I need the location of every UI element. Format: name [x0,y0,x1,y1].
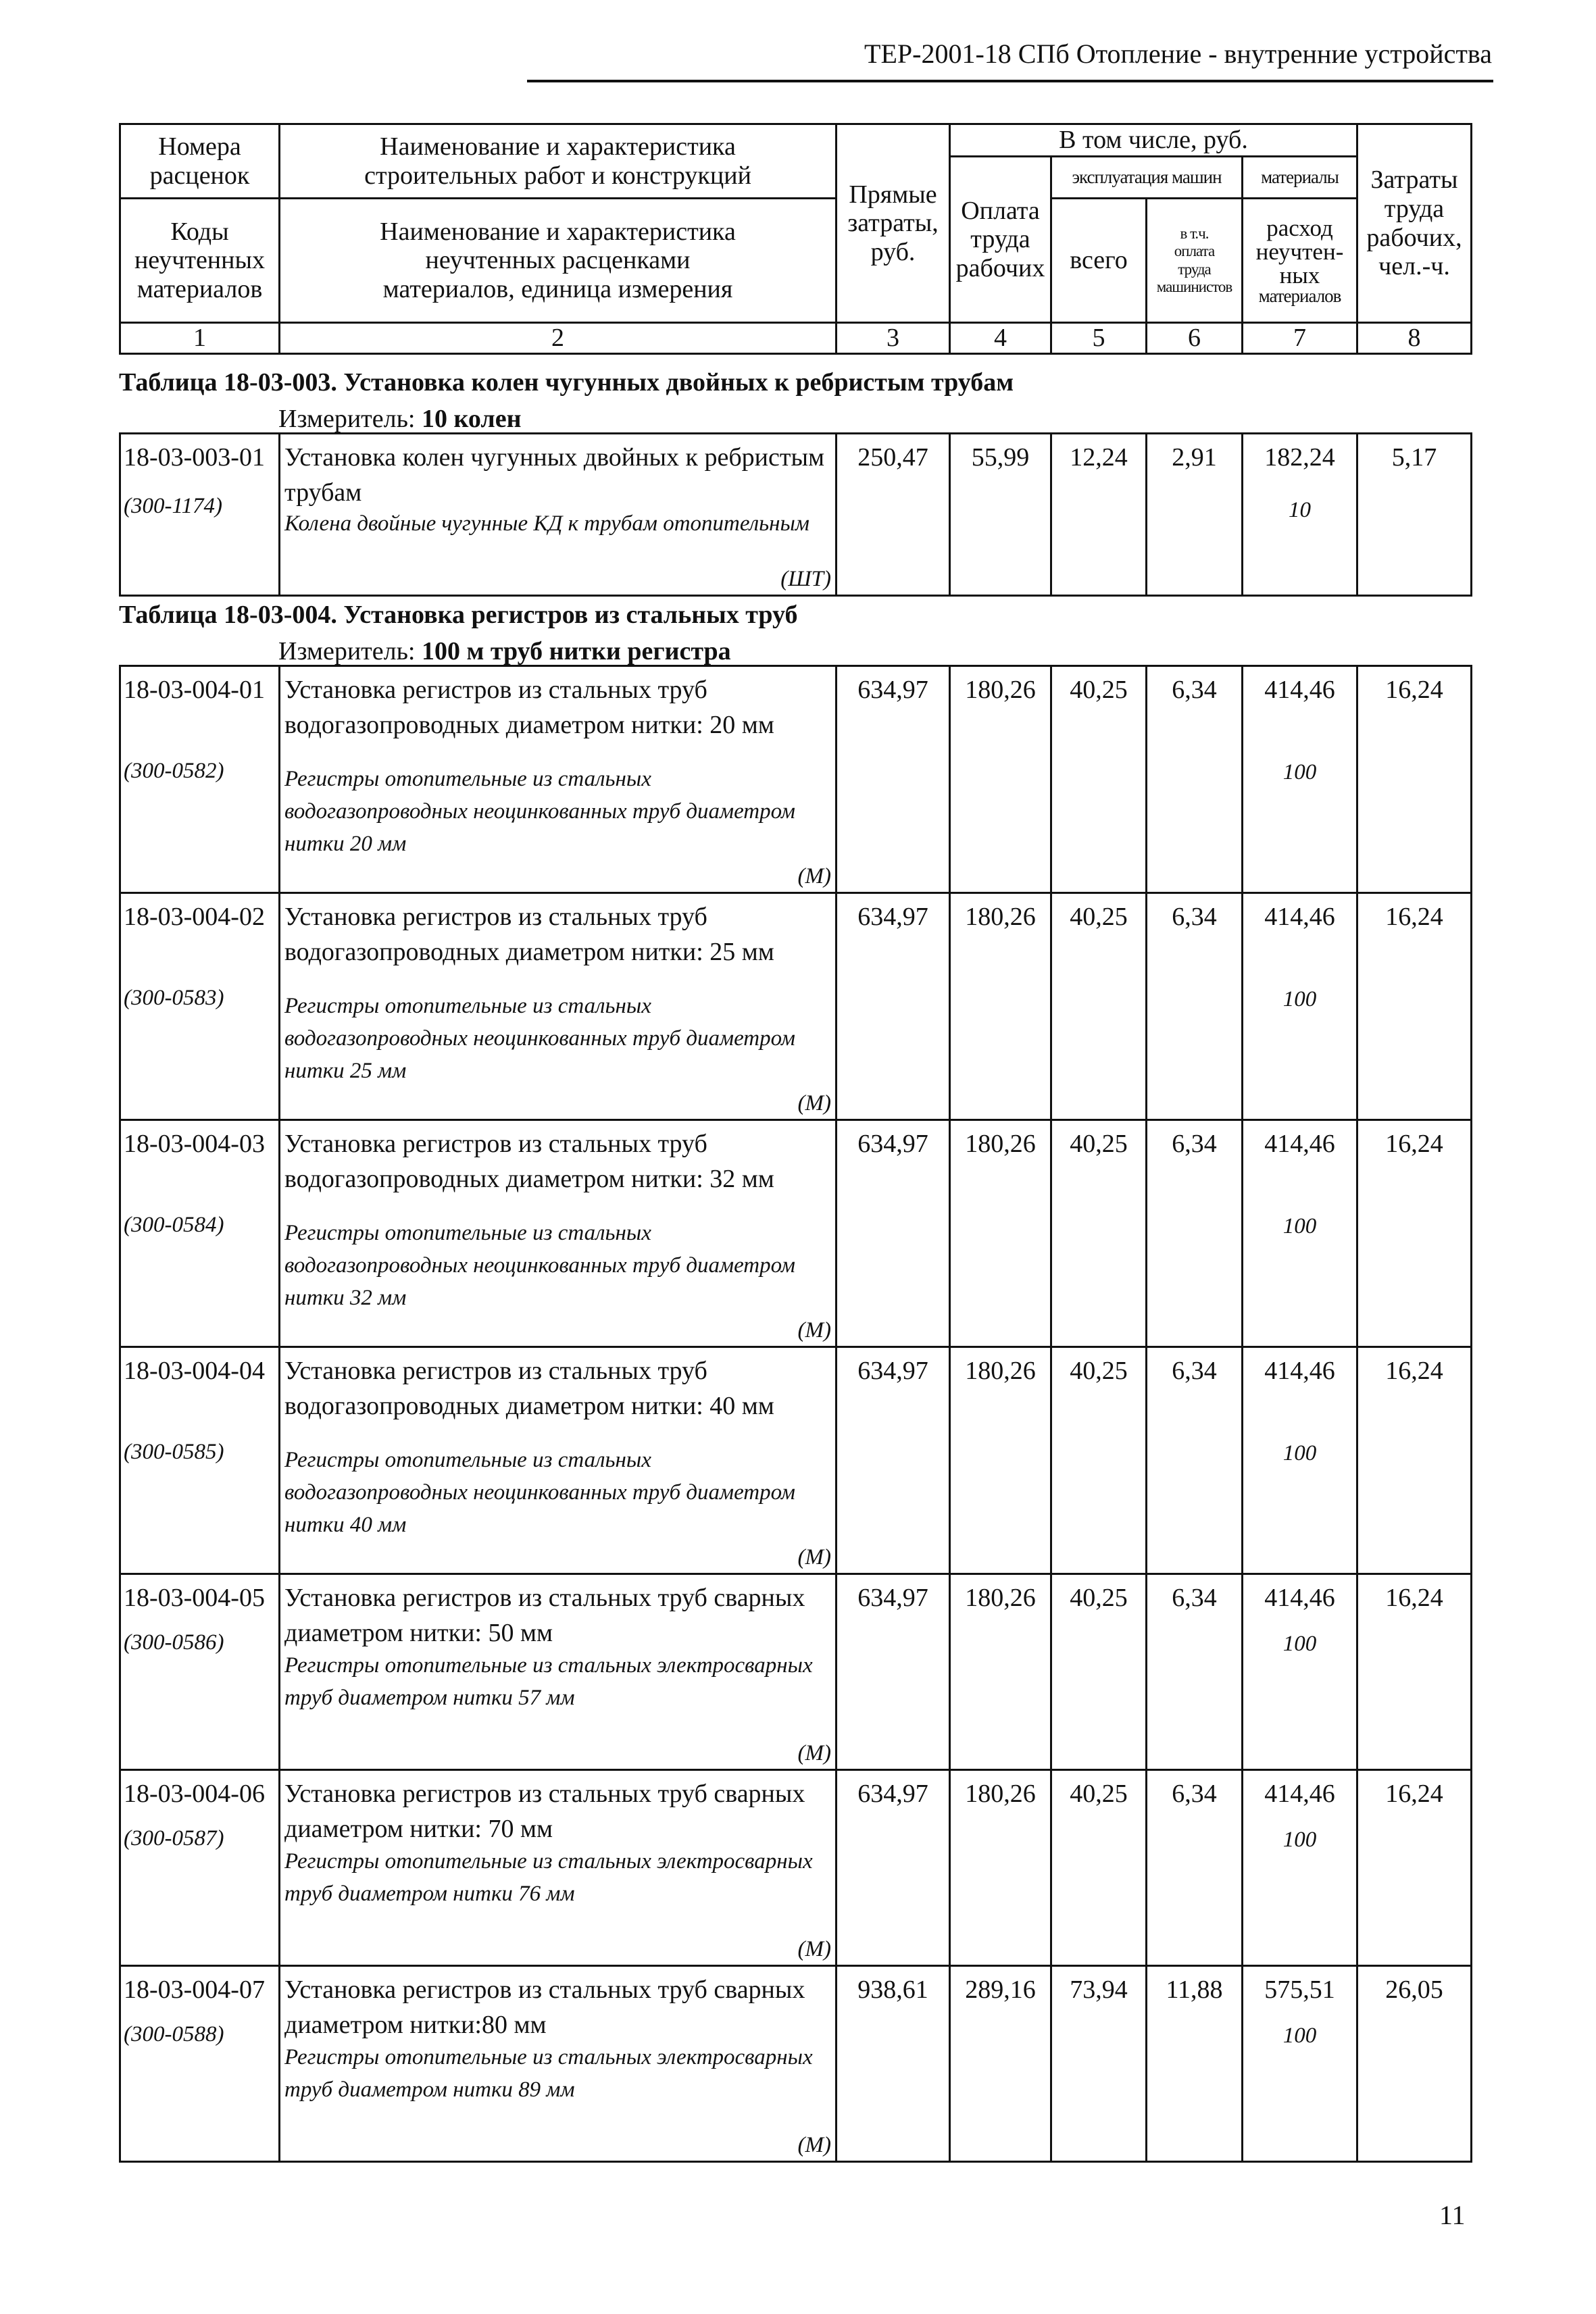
direct-cost: 938,61 [857,1976,928,2004]
work-description: Установка регистров из стальных труб водогазопроводных диаметром нитки: 20 мм [284,676,774,739]
table-row [120,1574,1472,1770]
material-code: (300-0587) [124,1826,224,1851]
material-description: Регистры отопительные из стальных электросварных труб диаметром нитки 76 мм [284,1849,813,1906]
machinist-pay: 2,91 [1172,443,1217,472]
table-row [120,1347,1472,1574]
header-machines-total: всего [1051,199,1147,323]
rate-code: 18-03-004-07 [124,1976,265,2004]
labor-pay: 180,26 [965,676,1036,704]
header-group: В том числе, руб. [950,124,1357,157]
material-unit: (ШТ) [780,567,831,591]
column-number: 3 [837,323,950,354]
material-unit: (М) [797,1318,831,1342]
header-direct-cost: Прямые затраты, руб. [837,124,950,323]
header-machinist-pay: в т.ч. оплата труда машинистов [1147,199,1243,323]
labor-hours: 16,24 [1385,1584,1443,1612]
material-unit: (М) [797,1545,831,1569]
machines-total: 40,25 [1070,1584,1128,1612]
column-header-table [119,123,1472,355]
materials-cost: 182,24 [1264,443,1335,472]
column-number: 7 [1243,323,1357,354]
header-labor-hours: Затраты труда рабочих, чел.-ч. [1357,124,1472,323]
table-row [120,1770,1472,1966]
material-unit: (М) [797,1741,831,1765]
material-description: Регистры отопительные из стальных водогазопроводных неоцинкованных труб диаметром нитки 25 мм [284,994,795,1083]
rate-code: 18-03-004-02 [124,903,265,931]
machines-total: 40,25 [1070,903,1128,931]
column-number: 2 [280,323,837,354]
work-description: Установка регистров из стальных труб водогазопроводных диаметром нитки: 40 мм [284,1357,774,1420]
material-description: Колена двойные чугунные КД к трубам отопительным [284,511,809,536]
rate-code: 18-03-004-05 [124,1584,265,1612]
materials-cost: 414,46 [1264,903,1335,931]
machinist-pay: 11,88 [1166,1976,1223,2004]
rate-code: 18-03-004-04 [124,1357,265,1385]
table-row [120,434,1472,596]
direct-cost: 634,97 [857,1584,928,1612]
material-code: (300-0588) [124,2022,224,2046]
materials-cost: 414,46 [1264,1357,1335,1385]
column-number: 1 [120,323,280,354]
machinist-pay: 6,34 [1172,1584,1217,1612]
machinist-pay: 6,34 [1172,903,1217,931]
section-unit: Измеритель: 100 м труб нитки регистра [278,637,731,665]
labor-hours: 16,24 [1385,676,1443,704]
material-code: (300-1174) [124,494,223,518]
material-code: (300-0582) [124,759,224,783]
material-code: (300-0585) [124,1440,224,1464]
work-description: Установка регистров из стальных труб водогазопроводных диаметром нитки: 25 мм [284,903,774,966]
header-code-bottom: Коды неучтенных материалов [120,199,280,323]
machines-total: 12,24 [1070,443,1128,472]
rate-code: 18-03-004-03 [124,1130,265,1158]
material-quantity: 100 [1282,1441,1317,1465]
labor-hours: 26,05 [1385,1976,1443,2004]
labor-pay: 289,16 [965,1976,1036,2004]
section-title: Таблица 18-03-004. Установка регистров из стальных труб [119,601,798,629]
material-description: Регистры отопительные из стальных электросварных труб диаметром нитки 89 мм [284,2045,813,2102]
material-quantity: 100 [1282,1214,1317,1238]
material-unit: (М) [797,1091,831,1115]
work-description: Установка регистров из стальных труб водогазопроводных диаметром нитки: 32 мм [284,1130,774,1193]
machines-total: 40,25 [1070,676,1128,704]
material-unit: (М) [797,2133,831,2157]
header-materials: материалы [1243,157,1357,199]
work-description: Установка регистров из стальных труб сварных диаметром нитки:80 мм [284,1976,805,2039]
direct-cost: 634,97 [857,1357,928,1385]
header-rule [527,80,1493,82]
work-description: Установка регистров из стальных труб сварных диаметром нитки: 50 мм [284,1584,805,1647]
column-number: 8 [1357,323,1472,354]
labor-pay: 180,26 [965,1584,1036,1612]
material-unit: (М) [797,1937,831,1961]
direct-cost: 634,97 [857,903,928,931]
materials-cost: 414,46 [1264,1780,1335,1808]
labor-pay: 180,26 [965,1780,1036,1808]
labor-pay: 55,99 [971,443,1030,472]
header-name-top: Наименование и характеристика строительных работ и конструкций [280,124,837,199]
labor-hours: 5,17 [1391,443,1437,472]
rate-table [119,665,1472,2163]
work-description: Установка регистров из стальных труб сварных диаметром нитки: 70 мм [284,1780,805,1843]
direct-cost: 634,97 [857,676,928,704]
header-machines: эксплуатация машин [1051,157,1243,199]
description-cell [280,434,837,596]
labor-hours: 16,24 [1385,1130,1443,1158]
column-number: 6 [1147,323,1243,354]
column-number: 5 [1051,323,1147,354]
rate-table [119,432,1472,597]
machinist-pay: 6,34 [1172,676,1217,704]
material-code: (300-0586) [124,1630,224,1655]
machinist-pay: 6,34 [1172,1780,1217,1808]
material-quantity: 100 [1282,2023,1317,2048]
direct-cost: 634,97 [857,1780,928,1808]
material-description: Регистры отопительные из стальных водогазопроводных неоцинкованных труб диаметром нитки 32 мм [284,1221,795,1310]
machines-total: 73,94 [1070,1976,1128,2004]
direct-cost: 250,47 [857,443,928,472]
rate-code: 18-03-004-01 [124,676,265,704]
labor-hours: 16,24 [1385,903,1443,931]
header-name-bottom: Наименование и характеристика неучтенных расценками материалов, единица измерения [280,199,837,323]
materials-cost: 414,46 [1264,1130,1335,1158]
rate-code-cell [120,434,280,596]
machines-total: 40,25 [1070,1357,1128,1385]
column-number: 4 [950,323,1051,354]
material-quantity: 100 [1282,1828,1317,1852]
machines-total: 40,25 [1070,1780,1128,1808]
machines-total: 40,25 [1070,1130,1128,1158]
table-row [120,1966,1472,2162]
labor-hours: 16,24 [1385,1780,1443,1808]
header-labor-pay: Оплата труда рабочих [950,157,1051,323]
materials-cost: 575,51 [1264,1976,1335,2004]
machinist-pay: 6,34 [1172,1130,1217,1158]
page-header-title: ТЕР-2001-18 СПб Отопление - внутренние устройства [864,39,1492,69]
section-unit: Измеритель: 10 колен [278,405,522,433]
table-row [120,1120,1472,1347]
material-quantity: 100 [1282,987,1317,1011]
material-quantity: 10 [1289,498,1311,522]
rate-code: 18-03-004-06 [124,1780,265,1808]
header-code-top: Номера расценок [120,124,280,199]
header-material-consumption: расход неучтен- ных материалов [1243,199,1357,323]
labor-pay: 180,26 [965,1130,1036,1158]
labor-pay: 180,26 [965,1357,1036,1385]
header-number-row [120,323,1472,354]
table-row [120,893,1472,1120]
section-title: Таблица 18-03-003. Установка колен чугунных двойных к ребристым трубам [119,368,1014,397]
material-quantity: 100 [1282,1632,1317,1656]
page-number: 11 [1439,2200,1466,2230]
material-unit: (М) [797,864,831,888]
work-description: Установка колен чугунных двойных к ребристым трубам [284,443,825,507]
material-description: Регистры отопительные из стальных электросварных труб диаметром нитки 57 мм [284,1653,813,1710]
materials-cost: 414,46 [1264,1584,1335,1612]
material-description: Регистры отопительные из стальных водогазопроводных неоцинкованных труб диаметром нитки 40 мм [284,1448,795,1537]
table-row [120,666,1472,893]
material-code: (300-0584) [124,1213,224,1237]
material-quantity: 100 [1282,760,1317,784]
material-code: (300-0583) [124,986,224,1010]
rate-code: 18-03-003-01 [124,443,265,472]
labor-pay: 180,26 [965,903,1036,931]
material-description: Регистры отопительные из стальных водогазопроводных неоцинкованных труб диаметром нитки 20 мм [284,767,795,856]
direct-cost: 634,97 [857,1130,928,1158]
machinist-pay: 6,34 [1172,1357,1217,1385]
materials-cost: 414,46 [1264,676,1335,704]
labor-hours: 16,24 [1385,1357,1443,1385]
